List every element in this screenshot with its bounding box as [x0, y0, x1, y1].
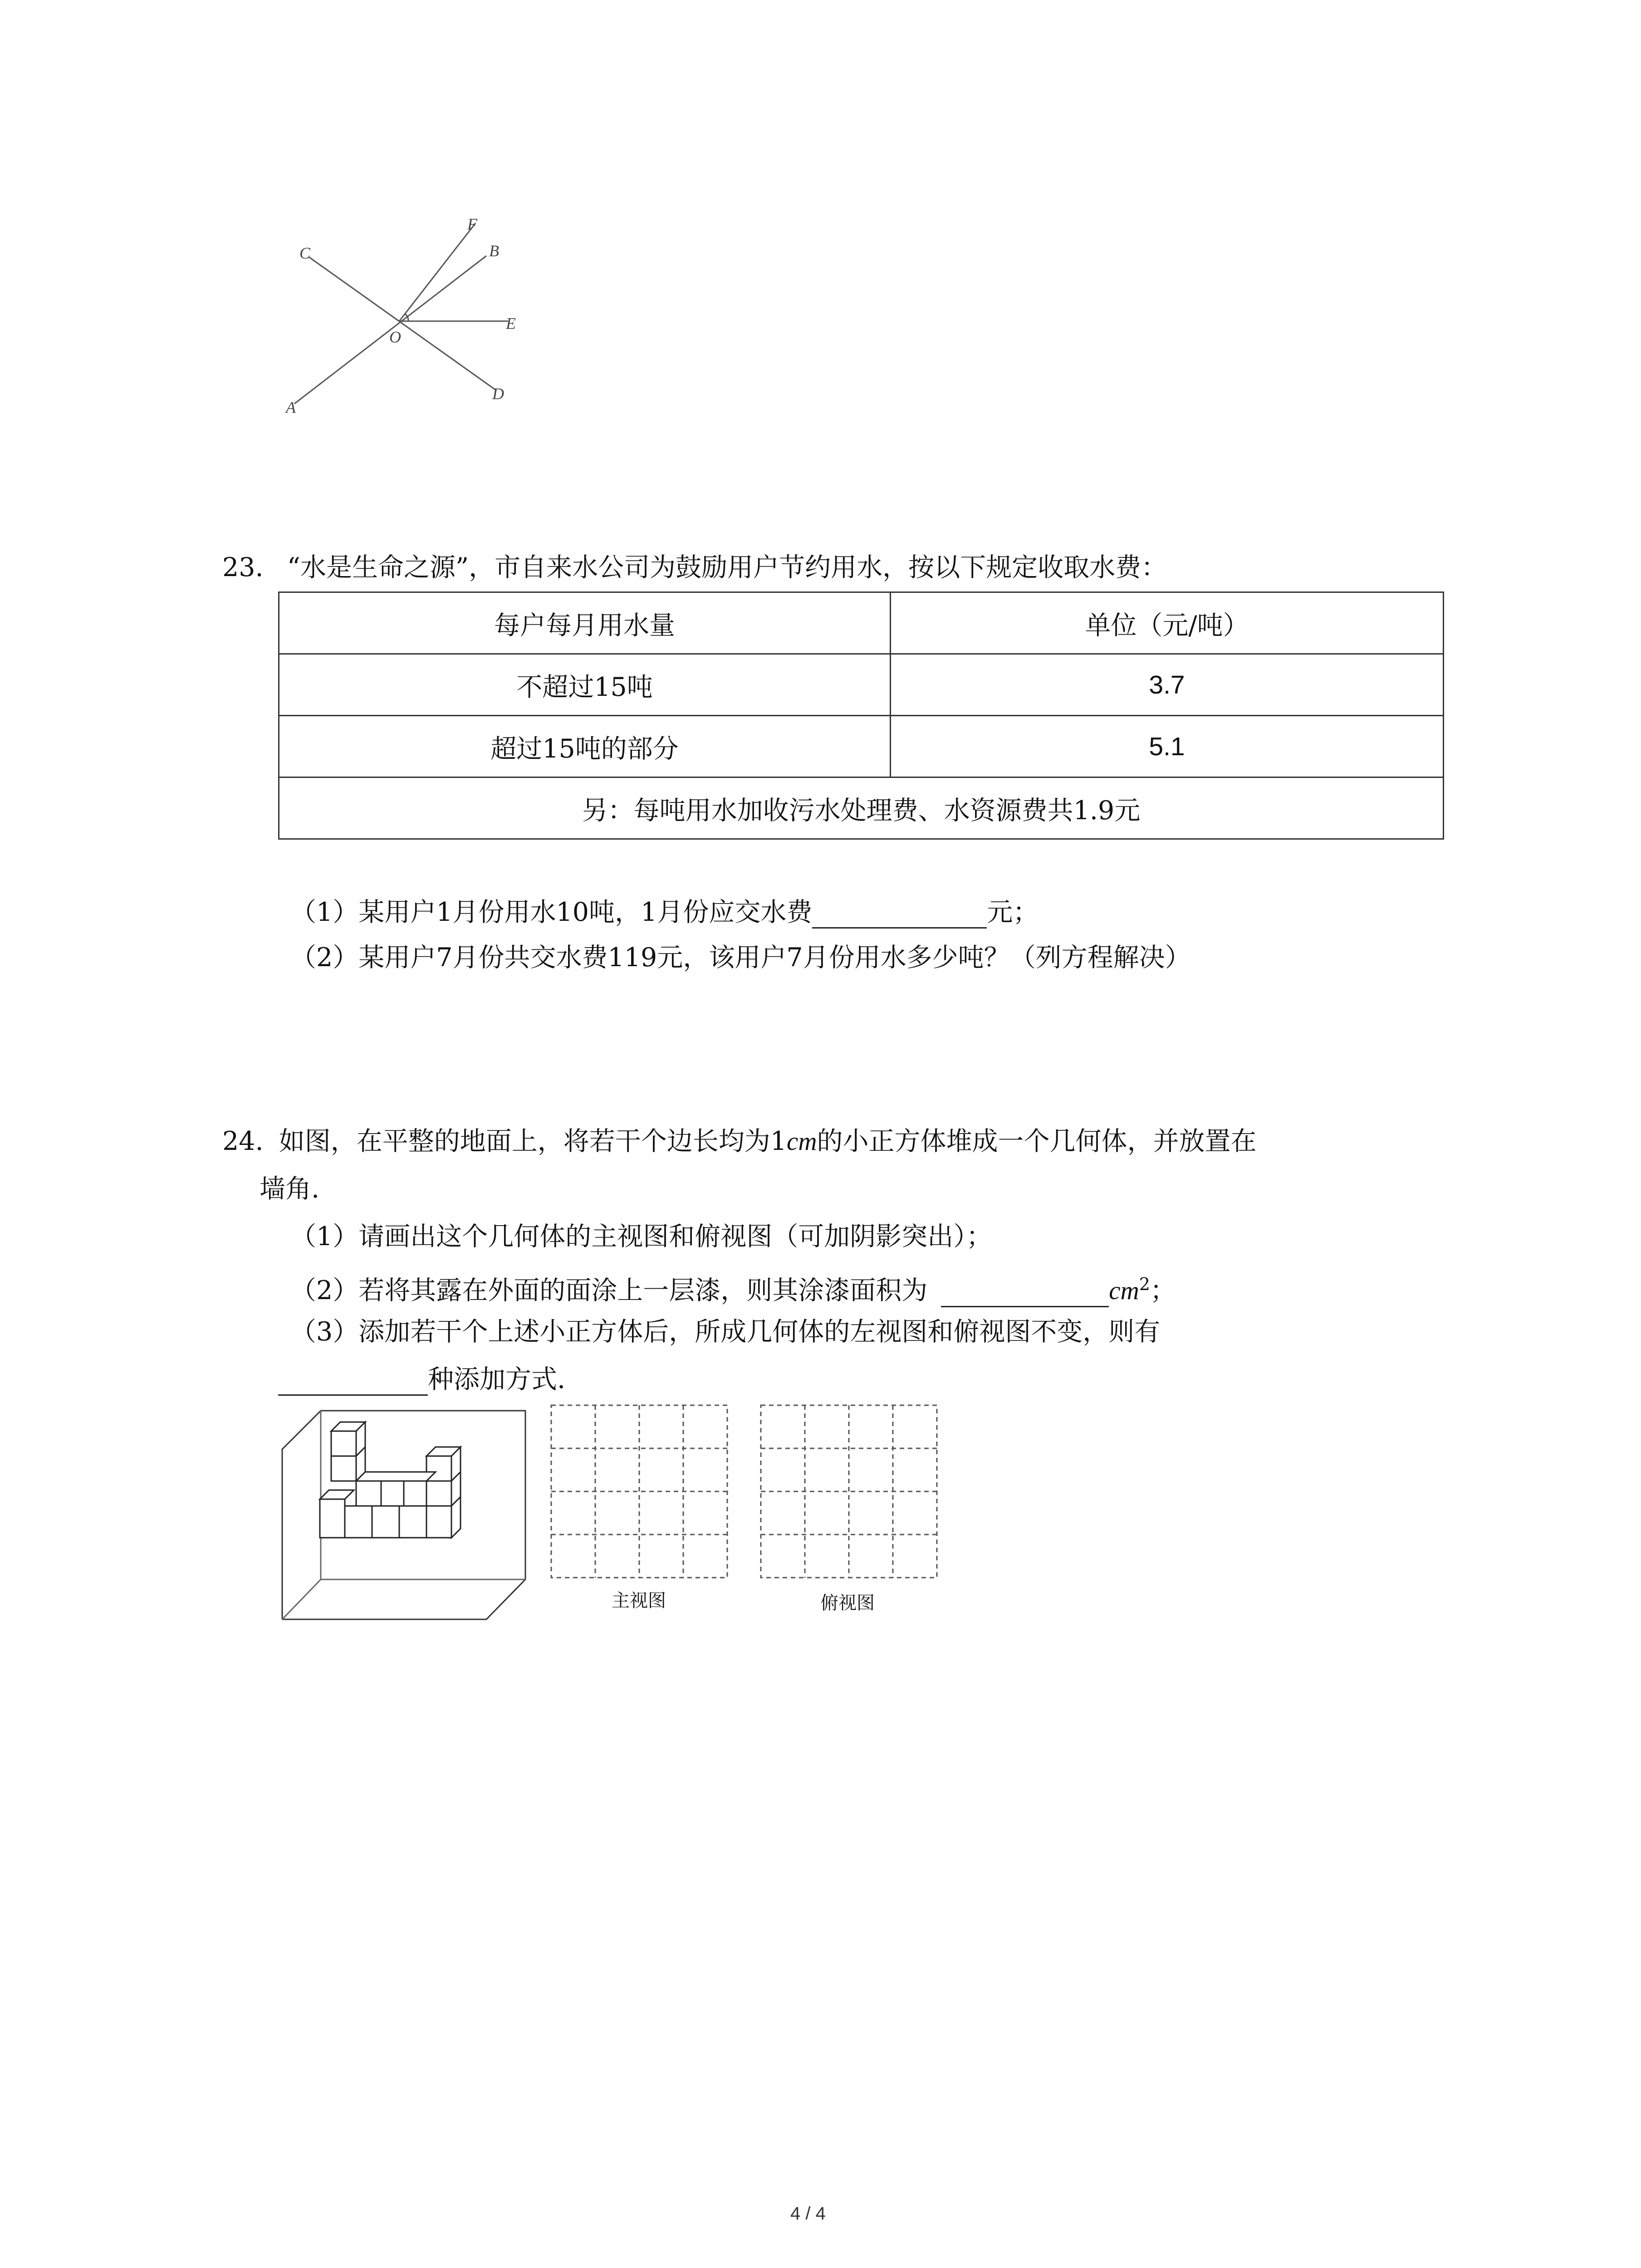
table-row: [279, 592, 1444, 654]
table-row: [279, 654, 1444, 716]
q24-stem-line2: 墙角.: [260, 1174, 320, 1204]
q24-number: 24.: [222, 1126, 264, 1156]
unit-cm: cm: [1109, 1276, 1139, 1305]
q23-stem-text: “水是生命之源”，市自来水公司为鼓励用户节约用水，按以下规定收取水费：: [287, 552, 1167, 582]
table-cell: 3.7: [891, 654, 1444, 716]
cube-stack-figure: [277, 1406, 531, 1633]
q23-part1-text: （1）某用户1月份用水10吨，1月份应交水费: [290, 897, 813, 927]
answer-blank[interactable]: [812, 899, 987, 929]
q24-stem-text-b: 的小正方体堆成一个几何体，并放置在: [817, 1126, 1257, 1156]
label-D: D: [492, 385, 504, 403]
top-view-caption: 俯视图: [820, 1593, 875, 1613]
q24-part3: （3）添加若干个上述小正方体后，所成几何体的左视图和俯视图不变，则有: [290, 1317, 1161, 1347]
table-row: [279, 716, 1444, 777]
table-header-cell: 每户每月用水量: [279, 592, 891, 654]
unit-exponent: 2: [1139, 1274, 1150, 1294]
q23-part1: [290, 896, 1038, 929]
front-view-grid[interactable]: [549, 1403, 730, 1584]
q24-stem: [222, 1125, 1257, 1158]
label-O: O: [389, 328, 401, 346]
angle-figure: [272, 213, 554, 422]
label-E: E: [506, 314, 516, 332]
answer-blank[interactable]: [941, 1278, 1109, 1307]
table-cell: 超过15吨的部分: [279, 716, 891, 777]
label-C: C: [299, 244, 311, 262]
water-fee-table: [278, 591, 1444, 840]
answer-blank[interactable]: [278, 1366, 428, 1396]
q23-part1-unit: 元；: [987, 897, 1039, 927]
table-note: 另：每吨用水加收污水处理费、水资源费共1.9元: [279, 777, 1444, 839]
q23-number: 23.: [222, 552, 264, 582]
page-number: 4 / 4: [790, 2204, 826, 2224]
front-view-caption: 主视图: [612, 1590, 666, 1611]
q24-part3-line2: [278, 1363, 565, 1396]
label-F: F: [467, 215, 477, 233]
table-header-cell: 单位（元/吨）: [891, 592, 1444, 654]
label-B: B: [489, 242, 499, 260]
q24-part1: （1）请画出这个几何体的主视图和俯视图（可加阴影突出）；: [290, 1222, 992, 1251]
q24-stem-text: 如图，在平整的地面上，将若干个边长均为1: [279, 1126, 787, 1156]
label-A: A: [286, 398, 296, 416]
table-cell: 5.1: [891, 716, 1444, 777]
unit-cm: cm: [787, 1127, 817, 1156]
table-cell: 不超过15吨: [279, 654, 891, 716]
top-view-grid[interactable]: [759, 1403, 940, 1584]
q23-part2: [290, 941, 1191, 974]
q24-part2-text: （2）若将其露在外面的面涂上一层漆，则其涂漆面积为: [290, 1276, 928, 1305]
table-row: [279, 777, 1444, 839]
q23-part2-text: （2）某用户7月份共交水费119元，该用户7月份用水多少吨？（列方程解决）: [290, 943, 1191, 973]
q23-stem: [222, 551, 1167, 584]
q24-part3-text: 种添加方式.: [428, 1364, 566, 1394]
q24-part2: [290, 1268, 1176, 1307]
q24-part2-end: ；: [1150, 1276, 1176, 1305]
